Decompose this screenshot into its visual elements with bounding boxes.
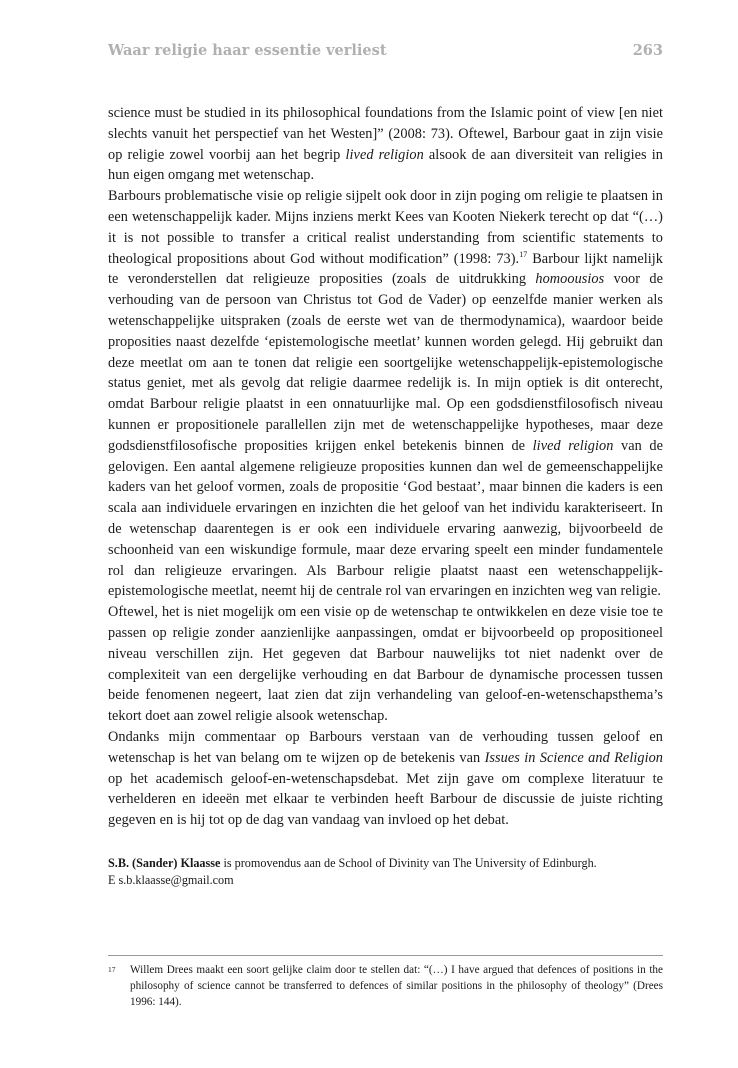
text-run: van de gelovigen. Een aantal algemene religieuze proposities kunnen dan wel de gemeenschappelijke kaders van het geloof vormen, zoals de propositie ‘God bestaat’, maar binnen die kaders is een scala aan individuele ervaringen en inzichten die het geloof van het individu karakteriseert. In de wetenschap daarentegen is er ook een individuele ervaring aanwezig, bijvoorbeeld de schoonheid van een wiskundige formule, maar deze ervaring speelt een minder fundamentele rol dan religieuze ervaringen. Als Barbour religie plaatst naast een wetenschappelijk-epistemologische meetlat, neemt hij de centrale rol van ervaringen en inzichten weg van religie. — [108, 437, 663, 600]
author-email: E s.b.klaasse@gmail.com — [108, 873, 234, 887]
author-bio — [108, 855, 668, 889]
text-run: voor de verhouding van de persoon van Christus tot God de Vader) op eenzelfde manier werken als wetenschappelijke uitspraken (zoals de eerste wet van de thermodynamica), waardoor beide proposities naast dezelfde ‘epistemologische meetlat’ kunnen worden gelegd. Hij gebruikt dan deze meetlat om aan te tonen dat religie een soortgelijke wetenschappelijk-epistemologische status geniet, met als gevolg dat religie daarmee redelijk is. In mijn optiek is dit onterecht, omdat Barbour religie plaatst in een onnatuurlijke mal. Op een godsdienstfilosofisch niveau kunnen er propositionele parallellen zijn met de wetenschappelijke hypotheses, maar deze godsdienstfilosofische proposities krijgen enkel betekenis binnen de — [108, 271, 663, 454]
body-paragraph — [108, 103, 663, 186]
author-name: S.B. (Sander) Klaasse — [108, 856, 221, 870]
text-run: op het academisch geloof-en-wetenschapsdebat. Met zijn gave om complexe literatuur te verhelderen en ideeën met elkaar te verbinden heeft Barbour de discussie de juiste richting gegeven en is hij tot op de dag van vandaag van invloed op het debat. — [108, 770, 663, 829]
italic-term: lived religion — [532, 437, 614, 454]
author-bio-line — [108, 855, 668, 872]
page-number: 263 — [632, 42, 663, 59]
running-head-title: Waar religie haar essentie verliest — [108, 42, 387, 59]
body-paragraph — [108, 186, 663, 602]
italic-term: lived religion — [345, 146, 424, 163]
footnote-divider — [108, 955, 663, 956]
text-run: science must be studied in its philosophical foundations from the Islamic point of view [en niet slechts vanuit het perspectief van het Westen]” (2008: 73). Oftewel, Barbour gaat in zijn visie op religie zowel voorbij aan het begrip — [108, 105, 663, 163]
italic-term: homoousios — [535, 271, 605, 288]
footnote-number: 17 — [108, 965, 116, 974]
footnote — [108, 962, 663, 1010]
italic-term: Issues in Science and Religion — [484, 749, 663, 766]
running-head — [108, 42, 663, 62]
footnote-reference: 17 — [519, 249, 528, 259]
body-paragraph — [108, 727, 663, 831]
footnote-text: Willem Drees maakt een soort gelijke claim door te stellen dat: “(…) I have argued that defences of positions in the philosophy of science cannot be transferred to defences of similar positions in the philosophy of theology” (Drees 1996: 144). — [130, 964, 663, 1008]
text-run: Ondanks mijn commentaar op Barbours verstaan van de verhouding tussen geloof en wetenschap is het van belang om te wijzen op de betekenis van — [108, 728, 663, 766]
body-paragraph — [108, 602, 663, 727]
author-affiliation: is promovendus aan de School of Divinity van The University of Edinburgh. — [220, 856, 597, 870]
text-run: alsook de aan diversiteit van religies in hun eigen omgang met wetenschap. — [108, 146, 663, 184]
text-run: Barbours problematische visie op religie sijpelt ook door in zijn poging om religie te plaatsen in een wetenschappelijk kader. Mijns inziens merkt Kees van Kooten Niekerk terecht op dat “(…) it is not possible to transfer a critical realist understanding from scientific statements to theological propositions about God without modification” (1998: 73). — [108, 188, 663, 267]
text-run: Barbour lijkt namelijk te veronderstellen dat religieuze proposities (zoals de uitdrukking — [108, 250, 663, 288]
text-run: Oftewel, het is niet mogelijk om een visie op de wetenschap te ontwikkelen en deze visie toe te passen op religie zonder aanzienlijke aanpassingen, omdat er bijvoorbeeld op propositioneel niveau verschillen zijn. Het gegeven dat Barbour nauwelijks tot niet nadenkt over de complexiteit van een dergelijke verhouding en dat Barbour de dynamische processen tussen beide fenomenen negeert, laat zien dat zijn verhandeling van geloof-en-wetenschapsthema’s tekort doet aan zowel religie alsook wetenschap. — [108, 604, 663, 725]
body-text — [108, 103, 663, 831]
